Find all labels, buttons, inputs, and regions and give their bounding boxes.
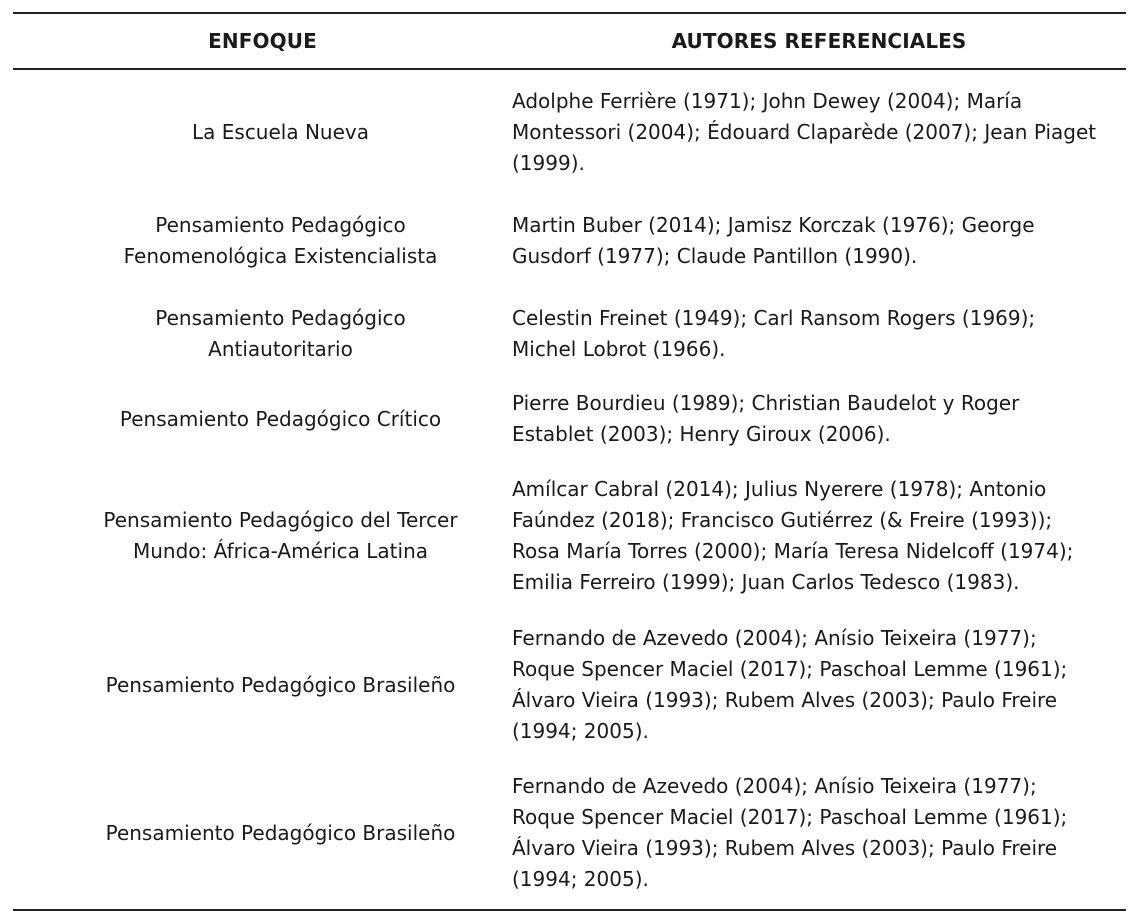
enfoque-cell: [13, 757, 512, 910]
autores-line: Michel Lobrot (1966).: [512, 336, 726, 361]
enfoque-cell: [13, 380, 512, 458]
enfoque-cell: [13, 287, 512, 380]
autores-line: Roque Spencer Maciel (2017); Paschoal Lemme (1961);: [512, 805, 1068, 829]
header-enfoque: ENFOQUE: [208, 29, 317, 53]
autores-line: Fernando de Azevedo (2004); Anísio Teixeira (1977);: [512, 774, 1037, 798]
autores-line: Establet (2003); Henry Giroux (2006).: [512, 422, 891, 446]
authors-table-container: [13, 12, 1126, 911]
autores-cell: [512, 613, 1126, 757]
table-row: [13, 194, 1126, 287]
autores-line: Celestin Freinet (1949); Carl Ransom Rogers (1969);: [512, 305, 1036, 330]
autores-line: Faúndez (2018); Francisco Gutiérrez (& Freire (1993));: [512, 507, 1053, 532]
table-row: [13, 757, 1126, 910]
table-body: [13, 69, 1126, 910]
enfoque-line: Mundo: África-América Latina: [132, 538, 429, 563]
table-row: [13, 380, 1126, 458]
authors-table: [13, 12, 1126, 911]
table-header: [13, 13, 1126, 69]
autores-line: (1994; 2005).: [512, 867, 649, 891]
table-row: [13, 69, 1126, 194]
autores-line: Fernando de Azevedo (2004); Anísio Teixeira (1977);: [512, 626, 1037, 650]
enfoque-cell: [13, 69, 512, 194]
autores-line: Álvaro Vieira (1993); Rubem Alves (2003); Paulo Freire: [512, 836, 1058, 860]
enfoque-line: Pensamiento Pedagógico Crítico: [119, 406, 442, 431]
enfoque-line: Pensamiento Pedagógico del Tercer: [103, 507, 458, 532]
autores-line: Amílcar Cabral (2014); Julius Nyerere (1978); Antonio: [512, 476, 1047, 501]
enfoque-cell: [13, 613, 512, 757]
autores-line: Martin Buber (2014); Jamisz Korczak (1976); George: [512, 212, 1035, 237]
autores-cell: [512, 458, 1126, 613]
autores-line: (1994; 2005).: [512, 719, 649, 743]
table-row: [13, 613, 1126, 757]
table-row: [13, 458, 1126, 613]
table-row: [13, 287, 1126, 380]
enfoque-line: La Escuela Nueva: [192, 119, 369, 144]
autores-line: Rosa María Torres (2000); María Teresa Nidelcoff (1974);: [512, 538, 1074, 563]
autores-cell: [512, 380, 1126, 458]
autores-cell: [512, 69, 1126, 194]
enfoque-cell: [13, 458, 512, 613]
autores-cell: [512, 194, 1126, 287]
autores-cell: [512, 287, 1126, 380]
autores-line: (1999).: [512, 150, 585, 175]
enfoque-line: Pensamiento Pedagógico: [155, 305, 406, 330]
enfoque-line: Pensamiento Pedagógico Brasileño: [105, 672, 456, 697]
enfoque-line: Pensamiento Pedagógico: [155, 212, 406, 237]
autores-line: Álvaro Vieira (1993); Rubem Alves (2003); Paulo Freire: [512, 688, 1058, 712]
header-row: [13, 13, 1126, 69]
header-autores: AUTORES REFERENCIALES: [671, 29, 967, 53]
enfoque-line: Antiautoritario: [208, 336, 353, 361]
enfoque-line: Fenomenológica Existencialista: [123, 243, 438, 268]
autores-line: Adolphe Ferrière (1971); John Dewey (2004); María: [512, 88, 1023, 113]
autores-cell: [512, 757, 1126, 910]
autores-line: Gusdorf (1977); Claude Pantillon (1990).: [512, 243, 918, 268]
autores-line: Roque Spencer Maciel (2017); Paschoal Lemme (1961);: [512, 657, 1068, 681]
autores-line: Montessori (2004); Édouard Claparède (2007); Jean Piaget: [512, 119, 1097, 144]
enfoque-line: Pensamiento Pedagógico Brasileño: [105, 820, 456, 845]
autores-line: Pierre Bourdieu (1989); Christian Baudelot y Roger: [512, 391, 1020, 415]
enfoque-cell: [13, 194, 512, 287]
autores-line: Emilia Ferreiro (1999); Juan Carlos Tedesco (1983).: [512, 569, 1020, 594]
